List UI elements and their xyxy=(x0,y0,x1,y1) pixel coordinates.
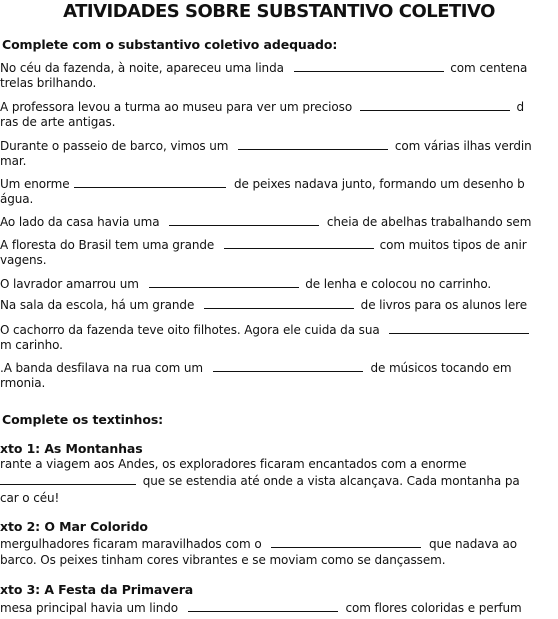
text-1-line-1: rante a viagem aos Andes, os exploradores ficaram encantados com a enorme xyxy=(0,457,467,471)
item-6-text: A floresta do Brasil tem uma grande xyxy=(0,238,215,252)
text-3-line-1-text-after: com flores coloridas e perfum xyxy=(345,601,522,615)
item-8-line xyxy=(0,298,527,312)
item-2-continuation: ras de arte antigas. xyxy=(0,115,116,129)
item-7-text: O lavrador amarrou um xyxy=(0,277,139,291)
text-1-blank[interactable] xyxy=(0,474,136,485)
item-5-line xyxy=(0,215,531,229)
item-2-text: A professora levou a turma ao museu para ver um precioso xyxy=(0,100,353,114)
page-title: ATIVIDADES SOBRE SUBSTANTIVO COLETIVO xyxy=(63,1,495,22)
item-3-text-after: com várias ilhas verdin xyxy=(394,139,532,153)
text-1-title: xto 1: As Montanhas xyxy=(0,441,143,456)
item-10-line xyxy=(0,361,512,375)
item-9-blank[interactable] xyxy=(389,323,529,334)
text-3-line-1-text: mesa principal havia um lindo xyxy=(0,601,179,615)
item-3-text: Durante o passeio de barco, vimos um xyxy=(0,139,229,153)
item-5-text: Ao lado da casa havia uma xyxy=(0,215,160,229)
text-2-line-1 xyxy=(0,537,517,551)
item-6-text-after: com muitos tipos de anir xyxy=(379,238,527,252)
text-2-blank[interactable] xyxy=(271,537,421,548)
item-8-text-after: de livros para os alunos lere xyxy=(360,298,527,312)
item-9-continuation: m carinho. xyxy=(0,338,63,352)
section2-heading: Complete os textinhos: xyxy=(2,412,164,427)
item-7-line xyxy=(0,277,491,291)
item-3-line xyxy=(0,139,532,153)
item-8-text: Na sala da escola, há um grande xyxy=(0,298,195,312)
text-1-line-2 xyxy=(0,474,520,488)
text-1-line-2-text: que se estendia até onde a vista alcançava. Cada montanha pa xyxy=(142,474,520,488)
item-7-blank[interactable] xyxy=(149,277,299,288)
item-6-blank[interactable] xyxy=(224,238,374,249)
item-5-text-after: cheia de abelhas trabalhando sem xyxy=(326,215,532,229)
item-9-text: O cachorro da fazenda teve oito filhotes. Agora ele cuida da sua xyxy=(0,323,380,337)
item-9-line xyxy=(0,323,529,337)
text-1-line-3: car o céu! xyxy=(0,491,60,505)
item-4-blank[interactable] xyxy=(74,177,226,188)
text-2-title: xto 2: O Mar Colorido xyxy=(0,519,148,534)
item-7-text-after: de lenha e colocou no carrinho. xyxy=(305,277,492,291)
item-2-text-after: d xyxy=(516,100,525,114)
text-3-title: xto 3: A Festa da Primavera xyxy=(0,582,194,597)
item-2-line xyxy=(0,100,524,114)
text-2-line-1-text: mergulhadores ficaram maravilhados com o xyxy=(0,537,262,551)
item-1-text: No céu da fazenda, à noite, apareceu uma linda xyxy=(0,61,284,75)
item-6-continuation: vagens. xyxy=(0,253,47,267)
item-6-line xyxy=(0,238,527,252)
item-5-blank[interactable] xyxy=(169,215,319,226)
item-1-continuation: trelas brilhando. xyxy=(0,76,97,90)
text-2-line-1-text-after: que nadava ao xyxy=(429,537,518,551)
text-3-line-1 xyxy=(0,601,522,615)
item-4-text: Um enorme xyxy=(0,177,70,191)
item-10-blank[interactable] xyxy=(213,361,363,372)
item-3-continuation: mar. xyxy=(0,154,27,168)
item-2-blank[interactable] xyxy=(360,100,510,111)
item-4-text-after: de peixes nadava junto, formando um desenho b xyxy=(233,177,525,191)
item-10-text-after: de músicos tocando em xyxy=(370,361,512,375)
item-1-line xyxy=(0,61,527,75)
item-8-blank[interactable] xyxy=(204,298,354,309)
item-1-text-after: com centena xyxy=(450,61,528,75)
section1-heading: Complete com o substantivo coletivo adequado: xyxy=(2,37,338,52)
item-10-text: .A banda desfilava na rua com um xyxy=(0,361,203,375)
text-3-blank[interactable] xyxy=(188,601,338,612)
item-4-continuation: água. xyxy=(0,192,34,206)
item-1-blank[interactable] xyxy=(294,61,444,72)
item-3-blank[interactable] xyxy=(238,139,388,150)
item-10-continuation: rmonia. xyxy=(0,376,46,390)
item-4-line xyxy=(0,177,525,191)
text-2-line-2: barco. Os peixes tinham cores vibrantes e se moviam como se dançassem. xyxy=(0,553,446,567)
